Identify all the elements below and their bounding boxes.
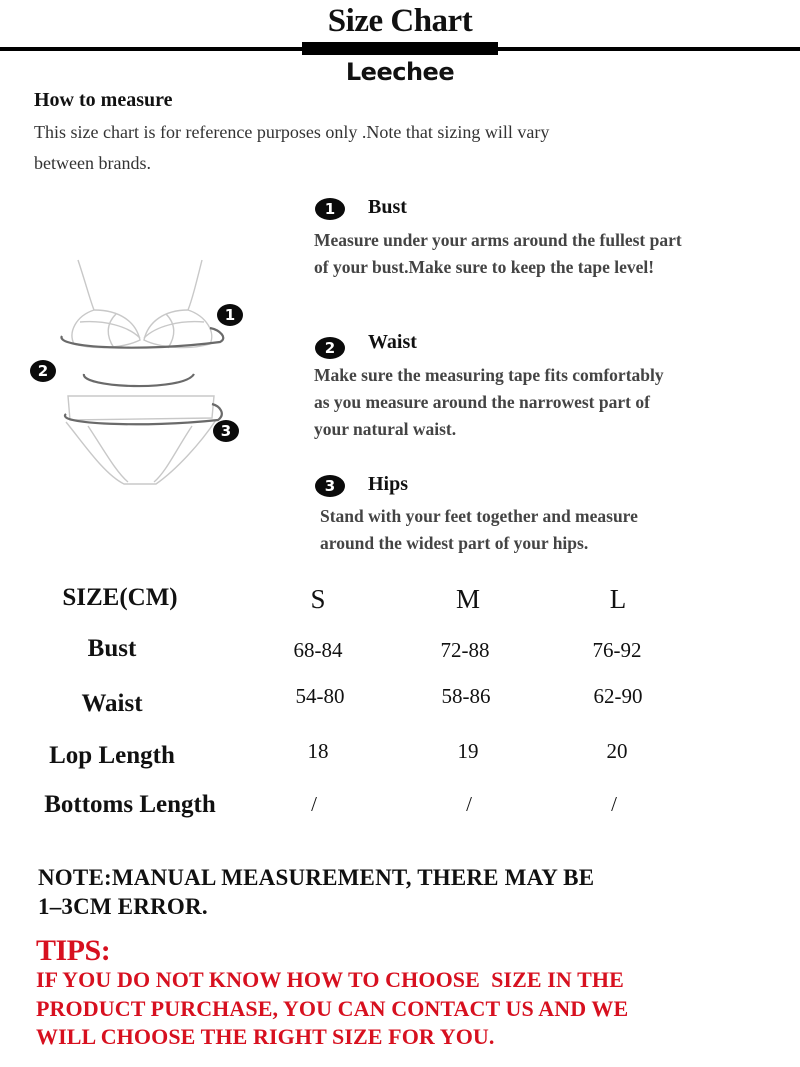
row-label-waist: Waist [81,690,143,717]
table-cell: 54-80 [295,684,345,708]
step-line: of your bust.Make sure to keep the tape level! [314,257,655,277]
table-cell: 76-92 [592,638,642,662]
bust-marker-badge: 1 [217,304,243,326]
table-cell: 58-86 [441,684,491,708]
step-number-badge: 2 [315,337,345,359]
table-cell: 72-88 [440,638,490,662]
tips-line: WILL CHOOSE THE RIGHT SIZE FOR YOU. [36,1024,495,1049]
table-cell: 68-84 [293,638,343,662]
step-title-waist: Waist [368,331,417,353]
intro-text [34,117,724,179]
table-cell: / [611,792,617,816]
step-line: Stand with your feet together and measure [320,506,638,526]
measurement-note [38,863,778,921]
step-title-hips: Hips [368,473,409,495]
table-cell: 18 [307,739,329,763]
size-column-l: L [609,584,627,614]
size-column-m: M [455,584,480,614]
table-cell: 62-90 [593,684,643,708]
table-cell: 20 [606,739,628,763]
step-text-hips [320,503,638,557]
step-text-bust [314,227,682,281]
brand-name: Leechee [345,58,455,86]
table-cell: / [311,792,317,816]
row-label-bottoms-length: Bottoms Length [44,791,216,818]
note-line: 1–3CM ERROR. [38,894,208,919]
note-line: NOTE:MANUAL MEASUREMENT, THERE MAY BE [38,865,595,890]
table-cell: 19 [457,739,479,763]
row-label-lop-length: Lop Length [49,742,175,769]
tips-line: PRODUCT PURCHASE, YOU CAN CONTACT US AND WE [36,995,629,1021]
step-line: as you measure around the narrowest part of [314,392,650,412]
row-label-bust: Bust [87,635,137,662]
size-column-s: S [310,584,326,614]
bikini-illustration-icon [24,244,260,490]
waist-marker-badge: 2 [30,360,56,382]
intro-line: between brands. [34,153,151,173]
step-line: around the widest part of your hips. [320,533,589,553]
step-line: Make sure the measuring tape fits comfortably [314,365,664,385]
tips-line: IF YOU DO NOT KNOW HOW TO CHOOSE SIZE IN THE [36,967,624,992]
step-number-badge: 3 [315,475,345,497]
header-divider-accent [302,42,498,55]
step-text-waist [314,362,664,443]
hips-marker-badge: 3 [213,420,239,442]
size-table-header-label: SIZE(CM) [62,584,178,611]
how-to-measure-heading: How to measure [34,89,173,111]
table-cell: / [466,792,472,816]
step-line: Measure under your arms around the fullest part [314,230,682,250]
step-line: your natural waist. [314,419,457,439]
page-title: Size Chart [327,3,473,39]
tips-text [36,966,796,1052]
step-title-bust: Bust [368,196,407,218]
tips-heading: TIPS: [36,934,111,967]
intro-line: This size chart is for reference purposes only .Note that sizing will vary [34,122,550,142]
step-number-badge: 1 [315,198,345,220]
measurement-diagram [24,244,260,490]
